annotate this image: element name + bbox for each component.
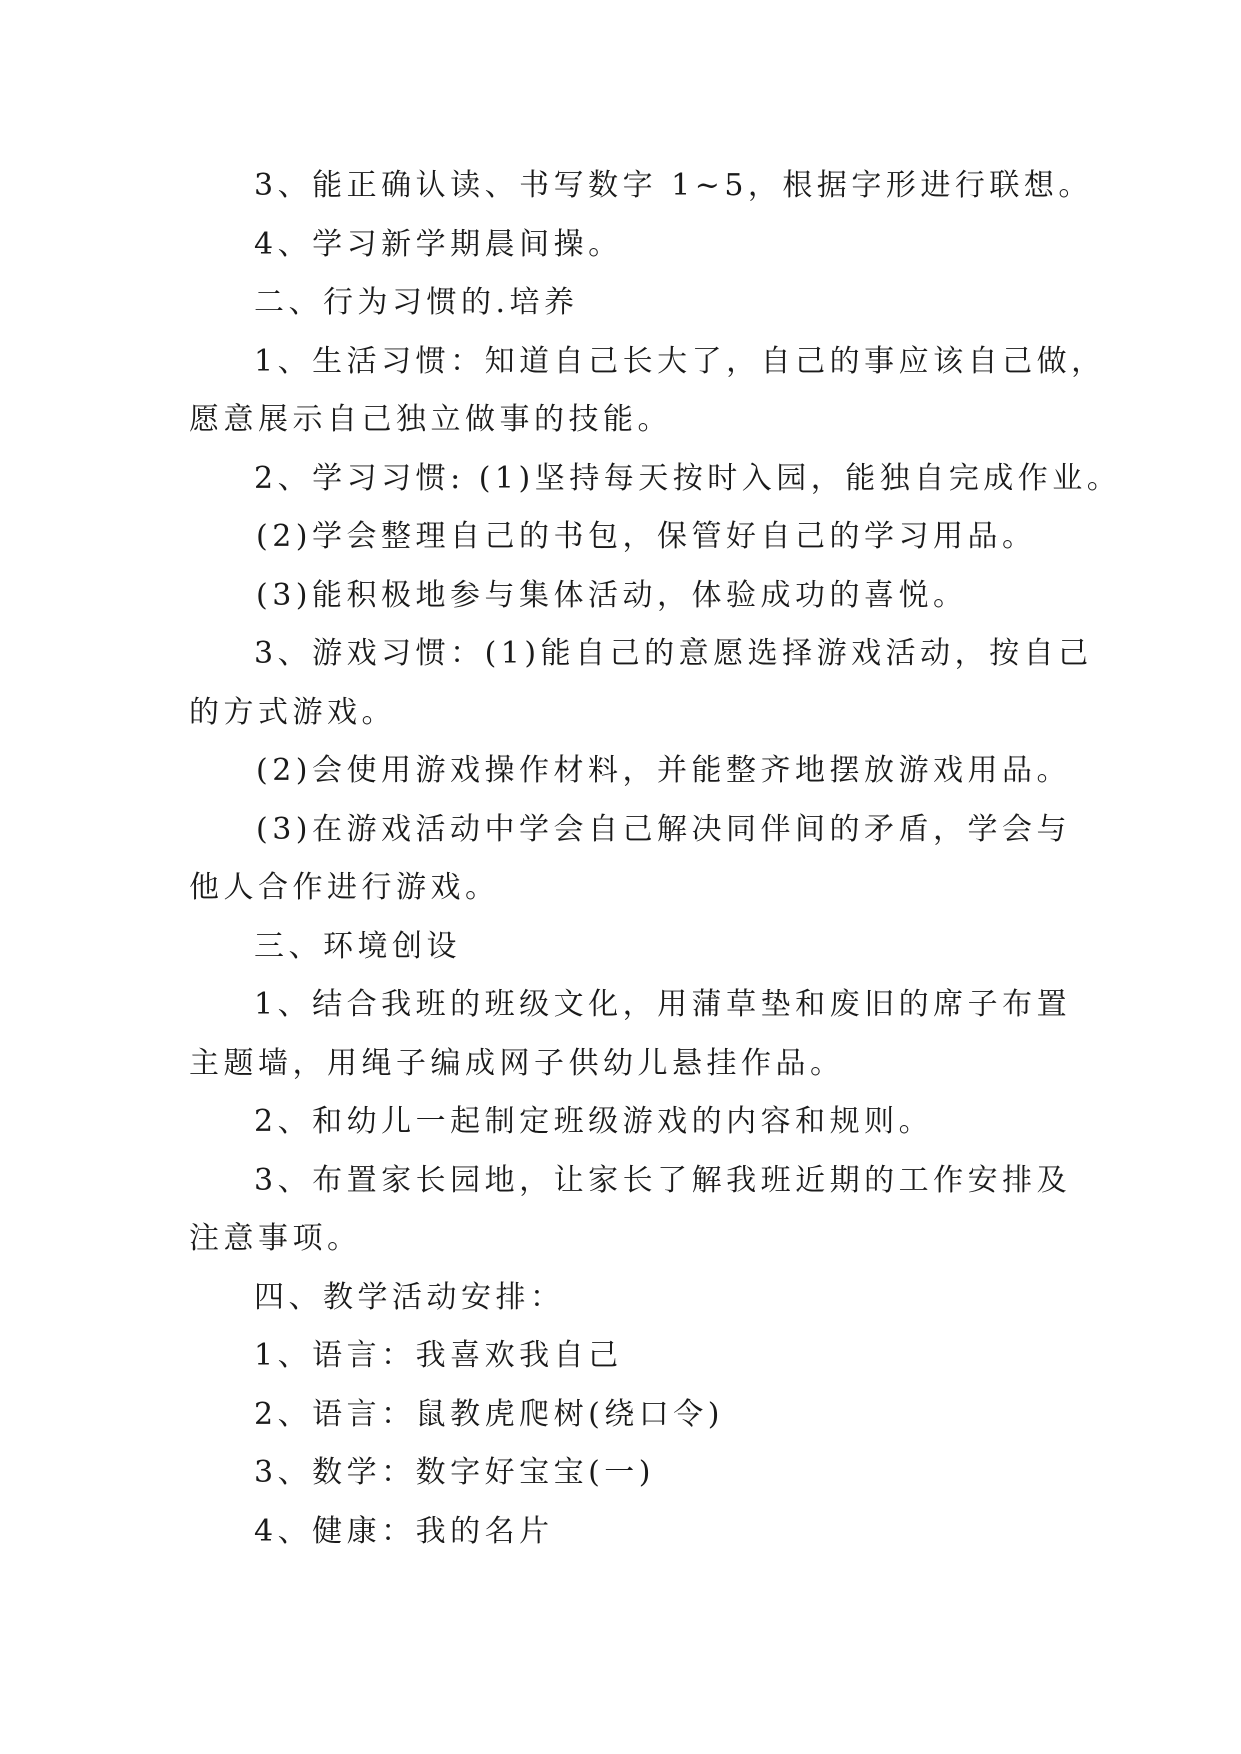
- section-heading: 四、教学活动安排：: [254, 1280, 565, 1315]
- text-line: 4、健康：我的名片: [254, 1514, 554, 1549]
- text-line: 愿意展示自己独立做事的技能。: [189, 402, 672, 437]
- text-line: (2)学会整理自己的书包，保管好自己的学习用品。: [256, 519, 1037, 554]
- text-line: 3、布置家长园地，让家长了解我班近期的工作安排及: [254, 1163, 1072, 1198]
- text-line: 1、生活习惯：知道自己长大了，自己的事应该自己做，: [254, 344, 1106, 379]
- text-line: 4、学习新学期晨间操。: [254, 227, 623, 262]
- text-line: 3、游戏习惯：(1)能自己的意愿选择游戏活动，按自己: [254, 636, 1093, 671]
- section-heading: 三、环境创设: [254, 929, 461, 964]
- text-line: 3、数学：数字好宝宝(一): [254, 1455, 655, 1490]
- text-line: 2、学习习惯: (1)坚持每天按时入园，能独自完成作业。: [254, 461, 1122, 496]
- text-line: (3)能积极地参与集体活动，体验成功的喜悦。: [256, 578, 968, 613]
- text-line: 他人合作进行游戏。: [189, 870, 500, 905]
- text-line: 1、语言：我喜欢我自己: [254, 1338, 623, 1373]
- text-line: 2、语言：鼠教虎爬树(绕口令): [254, 1397, 724, 1432]
- text-line: 2、和幼儿一起制定班级游戏的内容和规则。: [254, 1104, 934, 1139]
- text-line: 注意事项。: [189, 1221, 362, 1256]
- text-line: (2)会使用游戏操作材料，并能整齐地摆放游戏用品。: [256, 753, 1071, 788]
- text-line: 主题墙，用绳子编成网子供幼儿悬挂作品。: [189, 1046, 845, 1081]
- text-line: 1、结合我班的班级文化，用蒲草垫和废旧的席子布置: [254, 987, 1072, 1022]
- section-heading: 二、行为习惯的.培养: [254, 285, 579, 320]
- text-line: 的方式游戏。: [189, 695, 396, 730]
- text-line: (3)在游戏活动中学会自己解决同伴间的矛盾，学会与: [256, 812, 1071, 847]
- text-line: 3、能正确认读、书写数字 1~5，根据字形进行联想。: [254, 168, 1093, 203]
